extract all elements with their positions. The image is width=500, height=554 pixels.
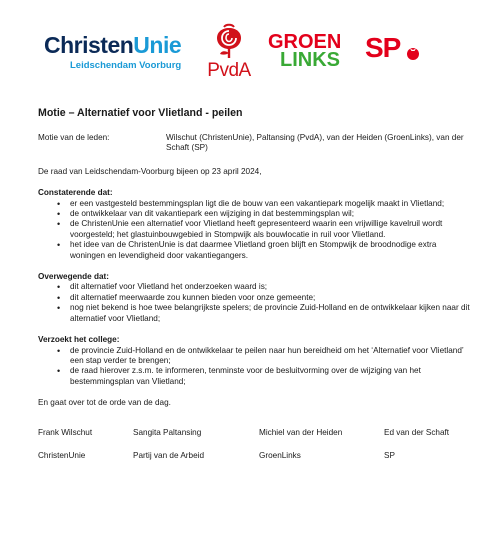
list-item: • de provincie Zuid-Holland en de ontwikkelaar te peilen naar hun bereidheid om het ‘Alternatief voor Vlietland’ een stap verder te brengen; — [38, 346, 470, 367]
sp-logo — [365, 33, 425, 63]
members-label: Motie van de leden: — [38, 133, 110, 142]
motion-closing: En gaat over tot de orde van de dag. — [38, 398, 171, 408]
signature-name: Frank Wilschut — [38, 427, 93, 437]
sp-wordmark: SP — [365, 32, 401, 63]
pvda-wordmark: PvdA — [207, 60, 251, 81]
motion-members — [38, 133, 470, 154]
list-item: • nog niet bekend is hoe twee belangrijkste spelers; de provincie Zuid-Holland en de ontwikkelaar kijken naar dit alternatief voor Vlietland; — [38, 303, 470, 324]
members-value: Wilschut (ChristenUnie), Paltansing (PvdA), van der Heiden (GroenLinks), van der Schaft (SP) — [166, 133, 464, 153]
section-list-overwegende — [38, 282, 470, 324]
rose-icon — [212, 22, 246, 60]
christenunie-wordmark — [44, 33, 192, 57]
christenunie-logo — [44, 33, 192, 71]
section-list-constaterende — [38, 199, 470, 261]
pvda-logo — [201, 22, 257, 82]
list-item: • dit alternatief voor Vlietland het onderzoeken waard is; — [38, 282, 470, 292]
motion-intro: De raad van Leidschendam-Voorburg bijeen op 23 april 2024, — [38, 166, 262, 176]
christenunie-word2: Unie — [133, 32, 182, 58]
groenlinks-line2: LINKS — [280, 49, 340, 71]
list-item: • dit alternatief meerwaarde zou kunnen bieden voor onze gemeente; — [38, 293, 470, 303]
signature-name: Sangita Paltansing — [133, 427, 202, 437]
signature-names-row — [38, 428, 470, 438]
list-item: • er een vastgesteld bestemmingsplan ligt die de bouw van een vakantiepark mogelijk maakt in Vlietland; — [38, 199, 470, 209]
signature-parties-row — [38, 451, 470, 461]
motion-title: Motie – Alternatief voor Vlietland - peilen — [38, 107, 243, 119]
section-list-verzoekt — [38, 346, 470, 388]
signature-party: ChristenUnie — [38, 450, 86, 460]
signature-name: Ed van der Schaft — [384, 427, 450, 437]
list-item: • de ontwikkelaar van dit vakantiepark een wijziging in dat bestemmingsplan wil; — [38, 209, 470, 219]
signature-party: GroenLinks — [259, 450, 301, 460]
tomato-icon — [405, 45, 421, 61]
signature-name: Michiel van der Heiden — [259, 427, 343, 437]
groenlinks-logo — [268, 33, 348, 69]
signature-party: Partij van de Arbeid — [133, 450, 205, 460]
christenunie-word1: Christen — [44, 32, 134, 58]
christenunie-subtitle: Leidschendam Voorburg — [70, 60, 182, 71]
section-heading-overwegende: Overwegende dat: — [38, 272, 109, 282]
section-heading-verzoekt: Verzoekt het college: — [38, 335, 120, 345]
section-heading-constaterende: Constaterende dat: — [38, 188, 113, 198]
signature-party: SP — [384, 450, 395, 460]
list-item: • de raad hierover z.s.m. te informeren, tenminste voor de besluitvorming over de wijziging van het bestemmingsplan van Vlietland; — [38, 366, 470, 387]
list-item: • het idee van de ChristenUnie is dat daarmee Vlietland groen blijft en Stompwijk de broodnodige extra woningen en levendigheid door vakantiegangers. — [38, 240, 470, 261]
motion-body — [38, 107, 470, 461]
groenlinks-line1: GROEN — [268, 31, 342, 53]
list-item: • de ChristenUnie een alternatief voor Vlietland heeft gepresenteerd waarin een vrijwillige kavelruil wordt voorgesteld; het glastuinbouwgebied in Stompwijk als bouwlocatie in ruil voor Vlietland. — [38, 219, 470, 240]
